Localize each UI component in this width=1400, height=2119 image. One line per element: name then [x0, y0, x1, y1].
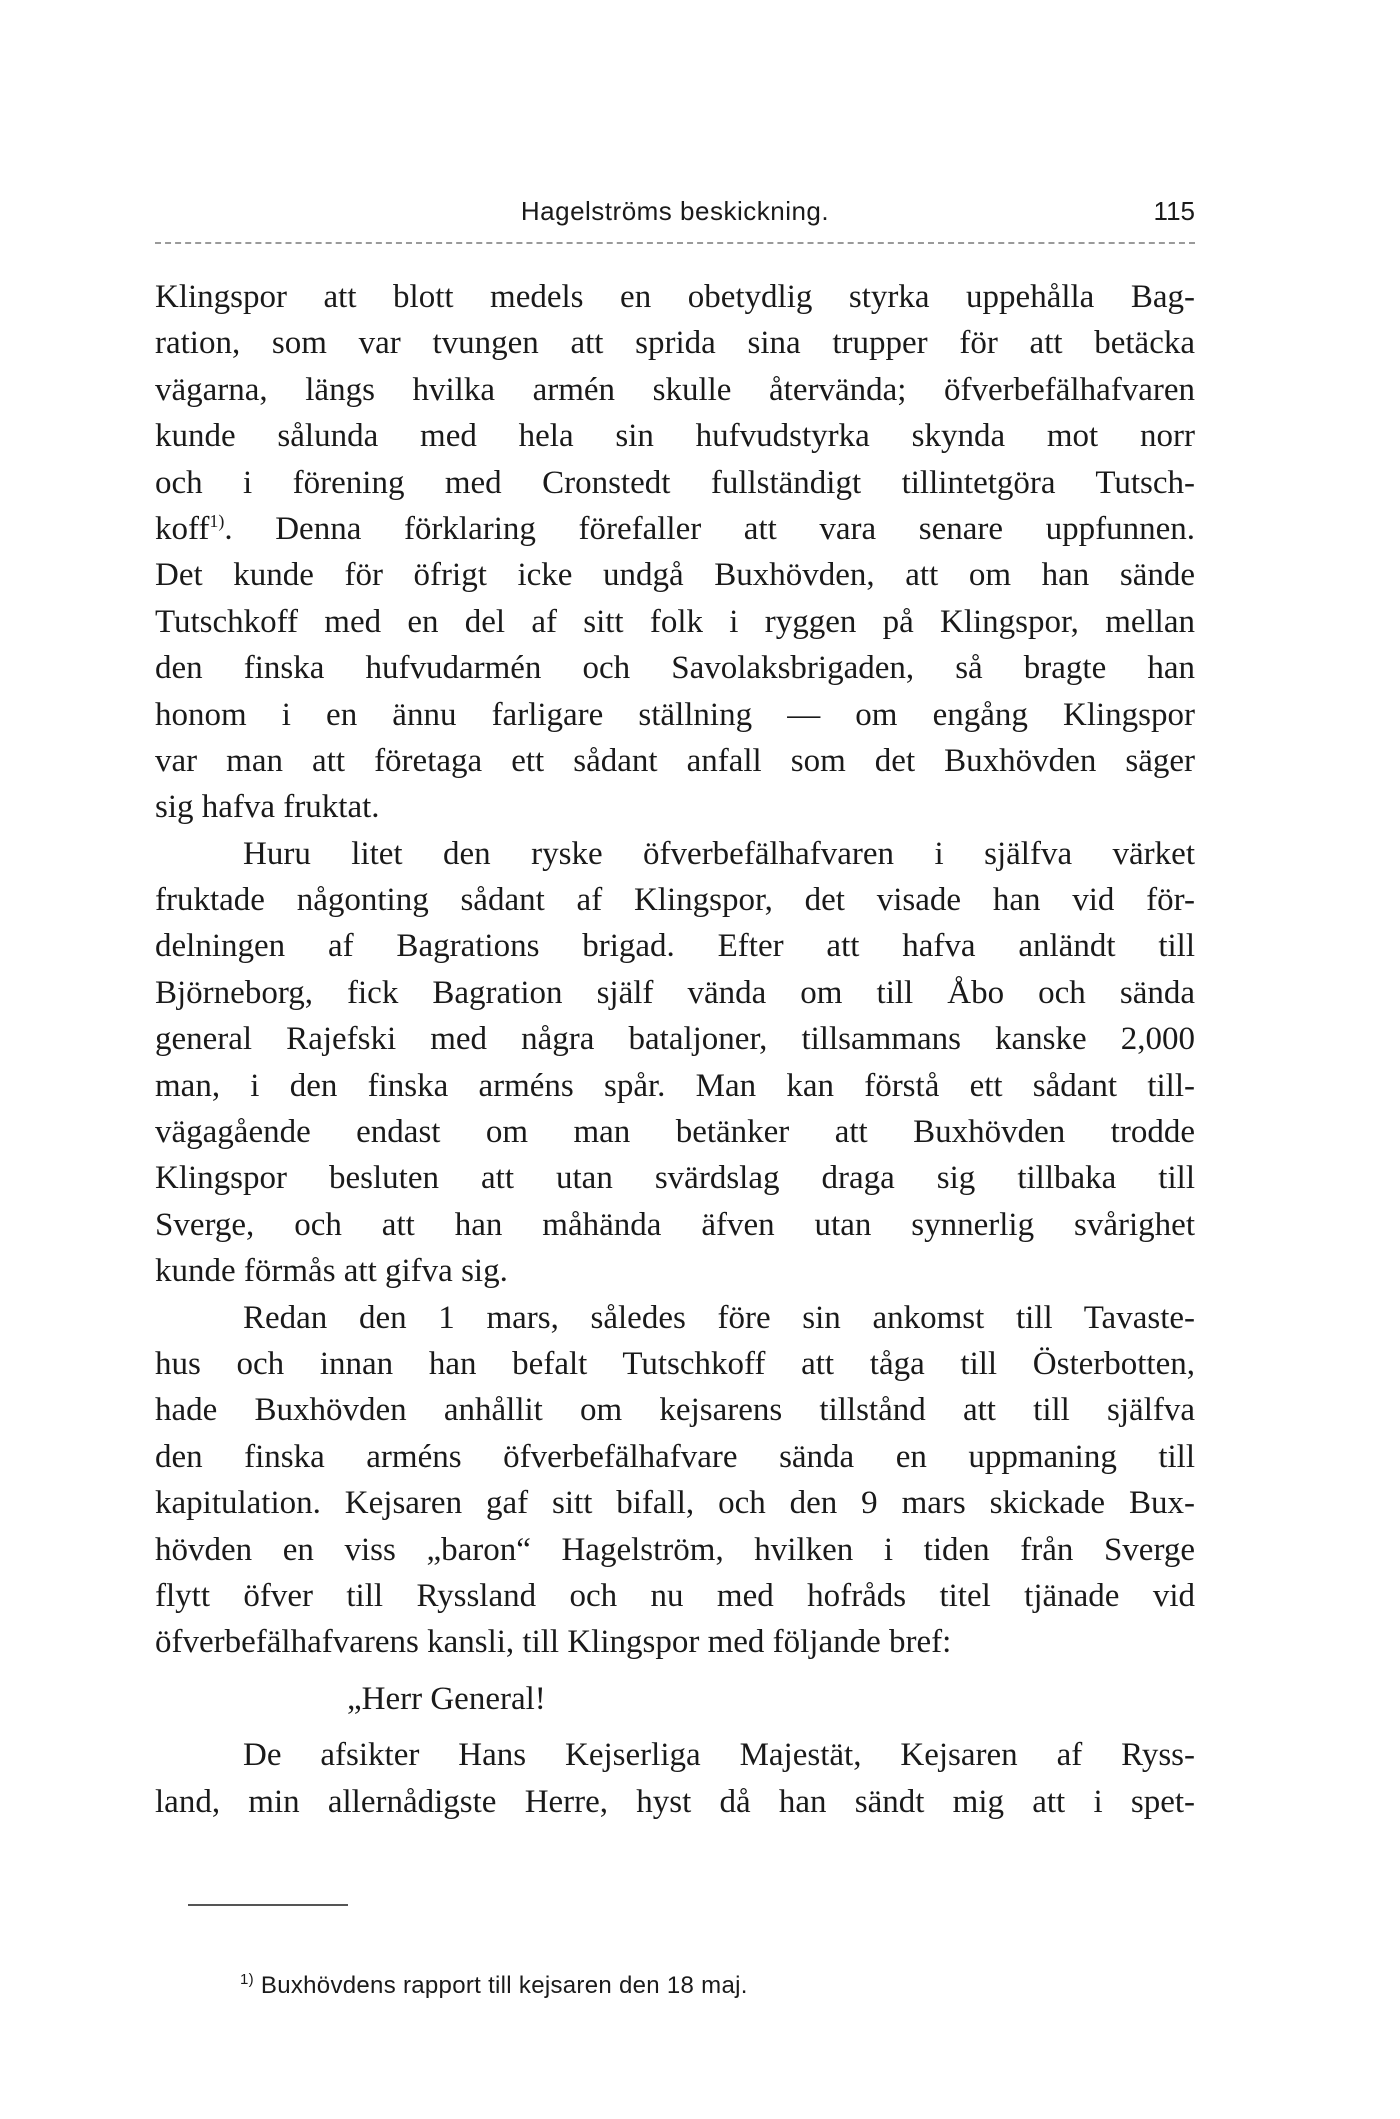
- text-line: flytt öfver till Ryssland och nu med hofråds titel tjänade vid: [155, 1577, 1195, 1614]
- text-line: kapitulation. Kejsaren gaf sitt bifall, och den 9 mars skickade Bux-: [155, 1485, 1195, 1522]
- page-number: 115: [1153, 196, 1195, 226]
- text-line: Klingspor besluten att utan svärdslag draga sig tillbaka till: [155, 1160, 1195, 1197]
- text-line: Björneborg, fick Bagration själf vända om till Åbo och sända: [155, 974, 1195, 1011]
- text-line: man, i den finska arméns spår. Man kan förstå ett sådant till-: [155, 1067, 1195, 1104]
- text-line: general Rajefski med några bataljoner, tillsammans kanske 2,000: [155, 1021, 1195, 1058]
- text-line: sig hafva fruktat.: [155, 789, 380, 826]
- text-line: fruktade någonting sådant af Klingspor, det visade han vid för-: [155, 882, 1195, 919]
- text-line: Tutschkoff med en del af sitt folk i ryggen på Klingspor, mellan: [155, 603, 1195, 640]
- text-line: honom i en ännu farligare ställning — om engång Klingspor: [155, 696, 1195, 733]
- text-line: kunde förmås att gifva sig.: [155, 1253, 508, 1290]
- text-line: Sverge, och att han måhända äfven utan synnerlig svårighet: [155, 1206, 1195, 1243]
- footnote: [240, 1972, 748, 2000]
- footnote-reference: 1): [209, 510, 225, 531]
- body-text: [155, 274, 1195, 1825]
- text-line: hövden en viss „baron“ Hagelström, hvilken i tiden från Sverge: [155, 1531, 1195, 1568]
- text-line: den finska hufvudarmén och Savolaksbrigaden, så bragte han: [155, 650, 1195, 687]
- text-fragment: koff: [155, 510, 210, 547]
- letter-salutation: „Herr General!: [347, 1680, 546, 1717]
- running-head: [155, 196, 1195, 230]
- text-fragment: . Denna förklaring förefaller att vara senare uppfunnen.: [224, 510, 1195, 547]
- text-line: delningen af Bagrations brigad. Efter att hafva anländt till: [155, 928, 1195, 965]
- text-line: den finska arméns öfverbefälhafvare sända en uppmaning till: [155, 1438, 1195, 1475]
- text-line: vägagående endast om man betänker att Buxhövden trodde: [155, 1114, 1195, 1151]
- footnote-marker: 1): [240, 1971, 254, 1988]
- text-line: vägarna, längs hvilka armén skulle återvända; öfverbefälhafvaren: [155, 371, 1195, 408]
- text-line: öfverbefälhafvarens kansli, till Klingspor med följande bref:: [155, 1624, 952, 1661]
- text-line: De afsikter Hans Kejserliga Majestät, Kejsaren af Ryss-: [243, 1737, 1195, 1774]
- header-rule: [155, 242, 1195, 244]
- text-line: Redan den 1 mars, således före sin ankomst till Tavaste-: [243, 1299, 1195, 1336]
- text-line: kunde sålunda med hela sin hufvudstyrka skynda mot norr: [155, 418, 1195, 455]
- text-line: och i förening med Cronstedt fullständigt tillintetgöra Tutsch-: [155, 464, 1195, 501]
- text-line: Huru litet den ryske öfverbefälhafvaren i själfva värket: [243, 835, 1195, 872]
- text-line: hus och innan han befalt Tutschkoff att tåga till Österbotten,: [155, 1345, 1195, 1382]
- footnote-rule: [188, 1904, 348, 1906]
- text-line: ration, som var tvungen att sprida sina trupper för att betäcka: [155, 325, 1195, 362]
- text-line: var man att företaga ett sådant anfall som det Buxhövden säger: [155, 742, 1195, 779]
- text-line-with-footnote: [155, 506, 1195, 552]
- text-line: Det kunde för öfrigt icke undgå Buxhövden, att om han sände: [155, 557, 1195, 594]
- text-line: Klingspor att blott medels en obetydlig styrka uppehålla Bag-: [155, 279, 1195, 315]
- text-line: land, min allernådigste Herre, hyst då han sändt mig att i spet-: [155, 1783, 1195, 1820]
- footnote-text: Buxhövdens rapport till kejsaren den 18 maj.: [253, 1972, 748, 1999]
- running-title: Hagelströms beskickning.: [520, 196, 830, 226]
- text-line: hade Buxhövden anhållit om kejsarens tillstånd att till själfva: [155, 1392, 1195, 1429]
